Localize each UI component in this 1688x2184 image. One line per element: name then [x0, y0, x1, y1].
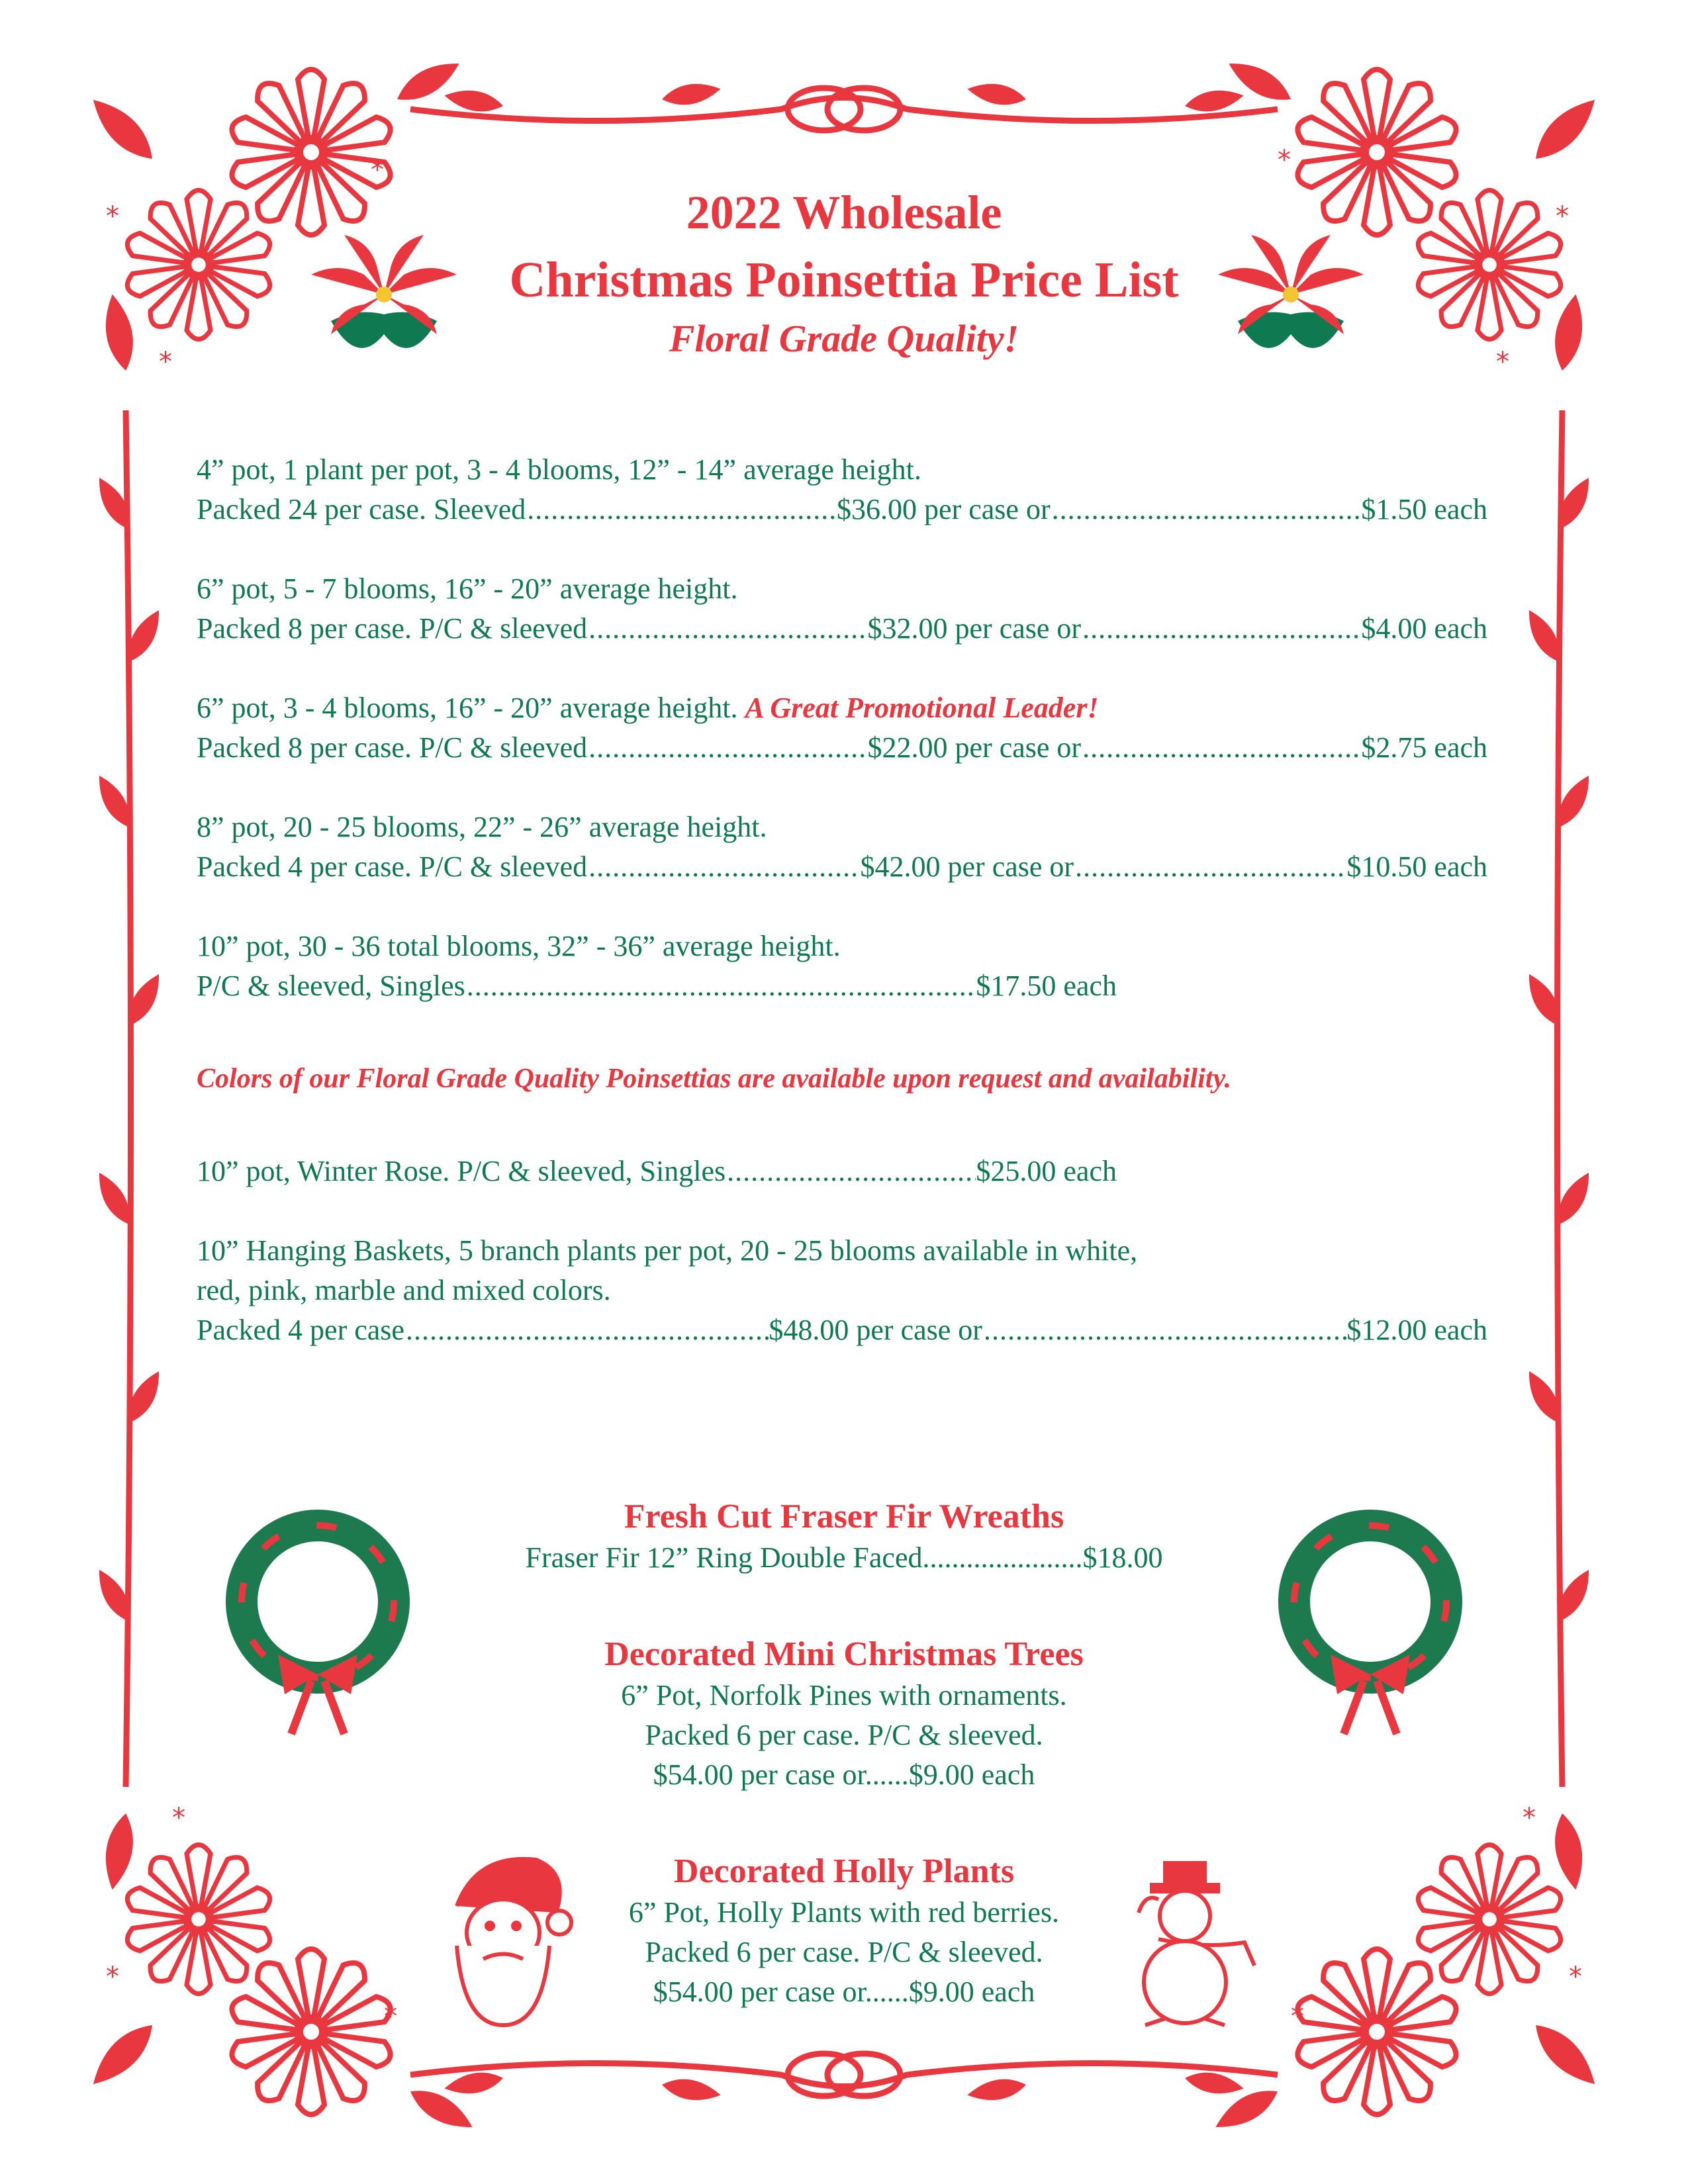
- price-row: [197, 1152, 1117, 1191]
- price-row: [197, 490, 1487, 529]
- item-description-row: [197, 688, 1099, 728]
- wreaths-heading: Fresh Cut Fraser Fir Wreaths: [624, 1498, 1064, 1535]
- dot-leader: [1074, 847, 1346, 887]
- dot-leader: [587, 609, 867, 649]
- price-row: [197, 966, 1117, 1006]
- promo-text: A Great Promotional Leader!: [745, 692, 1099, 724]
- svg-text:*: *: [106, 1962, 119, 1992]
- dot-leader: [1081, 609, 1361, 649]
- svg-text:*: *: [1523, 1803, 1536, 1833]
- mini-trees-heading: Decorated Mini Christmas Trees: [604, 1635, 1084, 1673]
- page-title: 2022 Wholesale: [686, 186, 1002, 239]
- svg-text:*: *: [384, 2001, 397, 2032]
- item-description: red, pink, marble and mixed colors.: [197, 1274, 611, 1306]
- each-price: $1.50 each: [1361, 493, 1487, 525]
- each-price: $25.00 each: [976, 1155, 1117, 1187]
- item-description: 4” pot, 1 plant per pot, 3 - 4 blooms, 12” - 14” average height.: [197, 453, 921, 486]
- item-packing: Packed 8 per case. P/C & sleeved: [197, 731, 588, 764]
- holly-heading: Decorated Holly Plants: [673, 1852, 1015, 1890]
- svg-text:*: *: [172, 1803, 185, 1833]
- dot-leader: [982, 1310, 1346, 1350]
- dot-leader: [587, 728, 867, 768]
- dot-leader: [526, 490, 837, 529]
- item-packing: Packed 4 per case: [197, 1314, 404, 1346]
- item-packing: Packed 4 per case. P/C & sleeved: [197, 850, 588, 883]
- dot-leader: [465, 966, 976, 1006]
- svg-text:*: *: [159, 347, 172, 377]
- case-price: $42.00 per case or: [860, 850, 1074, 883]
- dot-leader: [1051, 490, 1362, 529]
- item-description: 8” pot, 20 - 25 blooms, 22” - 26” average height.: [197, 811, 767, 843]
- svg-text:*: *: [1278, 145, 1291, 175]
- item-packing: P/C & sleeved, Singles: [197, 970, 465, 1002]
- holly-packing: Packed 6 per case. P/C & sleeved.: [645, 1936, 1043, 1968]
- holly-description: 6” Pot, Holly Plants with red berries.: [628, 1896, 1060, 1929]
- dot-leader: [726, 1152, 976, 1191]
- svg-text:*: *: [106, 201, 119, 232]
- item-description: 10” Hanging Baskets, 5 branch plants per pot, 20 - 25 blooms available in white,: [197, 1234, 1138, 1267]
- tagline: Floral Grade Quality!: [669, 317, 1019, 360]
- case-price: $48.00 per case or: [769, 1314, 982, 1346]
- svg-text:*: *: [371, 155, 384, 185]
- price-row: [197, 728, 1487, 768]
- item-description: 10” pot, Winter Rose. P/C & sleeved, Singles: [197, 1155, 726, 1187]
- each-price: $10.50 each: [1346, 850, 1488, 883]
- svg-text:*: *: [1496, 347, 1509, 377]
- item-description: 6” pot, 3 - 4 blooms, 16” - 20” average height.: [197, 692, 738, 724]
- case-price: $32.00 per case or: [867, 612, 1082, 645]
- mini-trees-packing: Packed 6 per case. P/C & sleeved.: [645, 1719, 1043, 1751]
- wreaths-price: Fraser Fir 12” Ring Double Faced......................$18.00: [525, 1541, 1163, 1574]
- each-price: $2.75 each: [1361, 731, 1488, 764]
- dot-leader: [404, 1310, 769, 1350]
- item-packing: Packed 24 per case. Sleeved: [197, 493, 526, 525]
- case-price: $22.00 per case or: [867, 731, 1082, 764]
- holly-price: $54.00 per case or......$9.00 each: [653, 1976, 1035, 2008]
- svg-text:*: *: [1556, 201, 1569, 232]
- item-description: 6” pot, 5 - 7 blooms, 16” - 20” average height.: [197, 572, 738, 605]
- each-price: $12.00 each: [1346, 1314, 1487, 1346]
- price-row: [197, 609, 1487, 649]
- each-price: $4.00 each: [1361, 612, 1488, 645]
- case-price: $36.00 per case or: [837, 493, 1051, 525]
- svg-text:*: *: [1569, 1962, 1582, 1992]
- item-packing: Packed 8 per case. P/C & sleeved: [197, 612, 588, 645]
- colors-note: Colors of our Floral Grade Quality Poinsettias are available upon request and availability.: [197, 1064, 1232, 1094]
- price-row: [197, 847, 1487, 887]
- dot-leader: [1081, 728, 1361, 768]
- dot-leader: [587, 847, 860, 887]
- mini-trees-description: 6” Pot, Norfolk Pines with ornaments.: [621, 1679, 1067, 1711]
- mini-trees-price: $54.00 per case or......$9.00 each: [653, 1758, 1035, 1791]
- page-subtitle: Christmas Poinsettia Price List: [509, 252, 1179, 308]
- price-row: [197, 1310, 1487, 1350]
- svg-text:*: *: [1291, 2001, 1304, 2032]
- each-price: $17.50 each: [976, 970, 1117, 1002]
- item-description: 10” pot, 30 - 36 total blooms, 32” - 36” average height.: [197, 930, 841, 962]
